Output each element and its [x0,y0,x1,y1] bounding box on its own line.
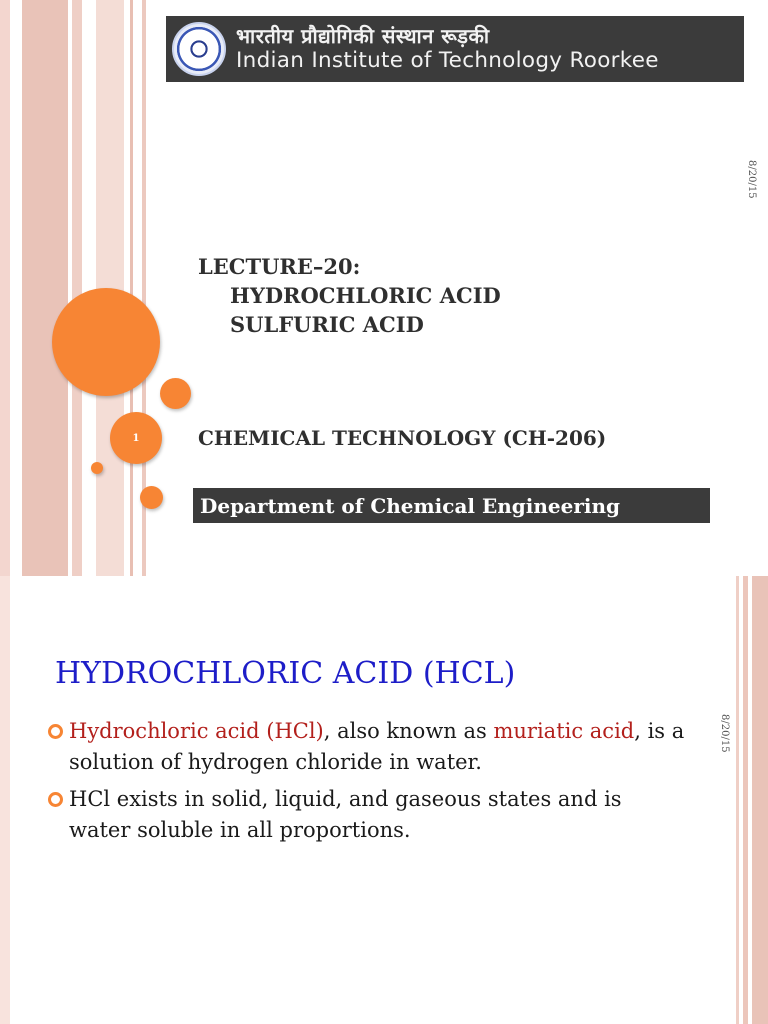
course-title: CHEMICAL TECHNOLOGY (CH-206) [198,426,607,450]
institute-name-hindi: भारतीय प्रौद्योगिकी संस्थान रूड़की [236,24,490,49]
department-banner: Department of Chemical Engineering [193,488,710,523]
list-item [48,784,688,846]
bullet-list [48,716,688,852]
institute-name-english: Indian Institute of Technology Roorkee [236,48,659,74]
slide-date: 8/20/15 [746,160,757,199]
stripe [736,576,739,1024]
stripe [743,576,748,1024]
lecture-title [198,252,501,339]
decorative-circle [91,462,103,474]
stripe [0,0,10,576]
stripe [22,0,68,576]
content-slide [0,576,768,1024]
decorative-circle [140,486,163,509]
lecture-number: LECTURE–20: [198,254,361,279]
bullet-text: HCl exists in solid, liquid, and gaseous states and is water soluble in all proportions. [69,787,622,842]
slide-date: 8/20/15 [719,714,730,753]
decorative-circle [52,288,160,396]
slide-title: HYDROCHLORIC ACID (HCL) [55,656,516,691]
bullet-text: , is a solution of hydrogen chloride in water. [69,719,685,774]
stripe [0,576,10,1024]
bullet-icon [48,792,63,807]
emblem-icon [172,22,226,76]
institute-logo-banner [166,16,744,82]
highlighted-term: muriatic acid [493,719,635,743]
list-item [48,716,688,778]
bullet-icon [48,724,63,739]
stripe [752,576,768,1024]
bullet-text: , also known as [323,719,494,743]
highlighted-term: Hydrochloric acid (HCl) [69,719,324,743]
decorative-circle [160,378,191,409]
lecture-topic: HYDROCHLORIC ACID [230,283,501,308]
page-number-badge: 1 [110,412,162,464]
stripe [72,0,82,576]
institute-name [236,25,659,73]
lecture-topic: SULFURIC ACID [230,312,424,337]
stripe [130,0,133,576]
